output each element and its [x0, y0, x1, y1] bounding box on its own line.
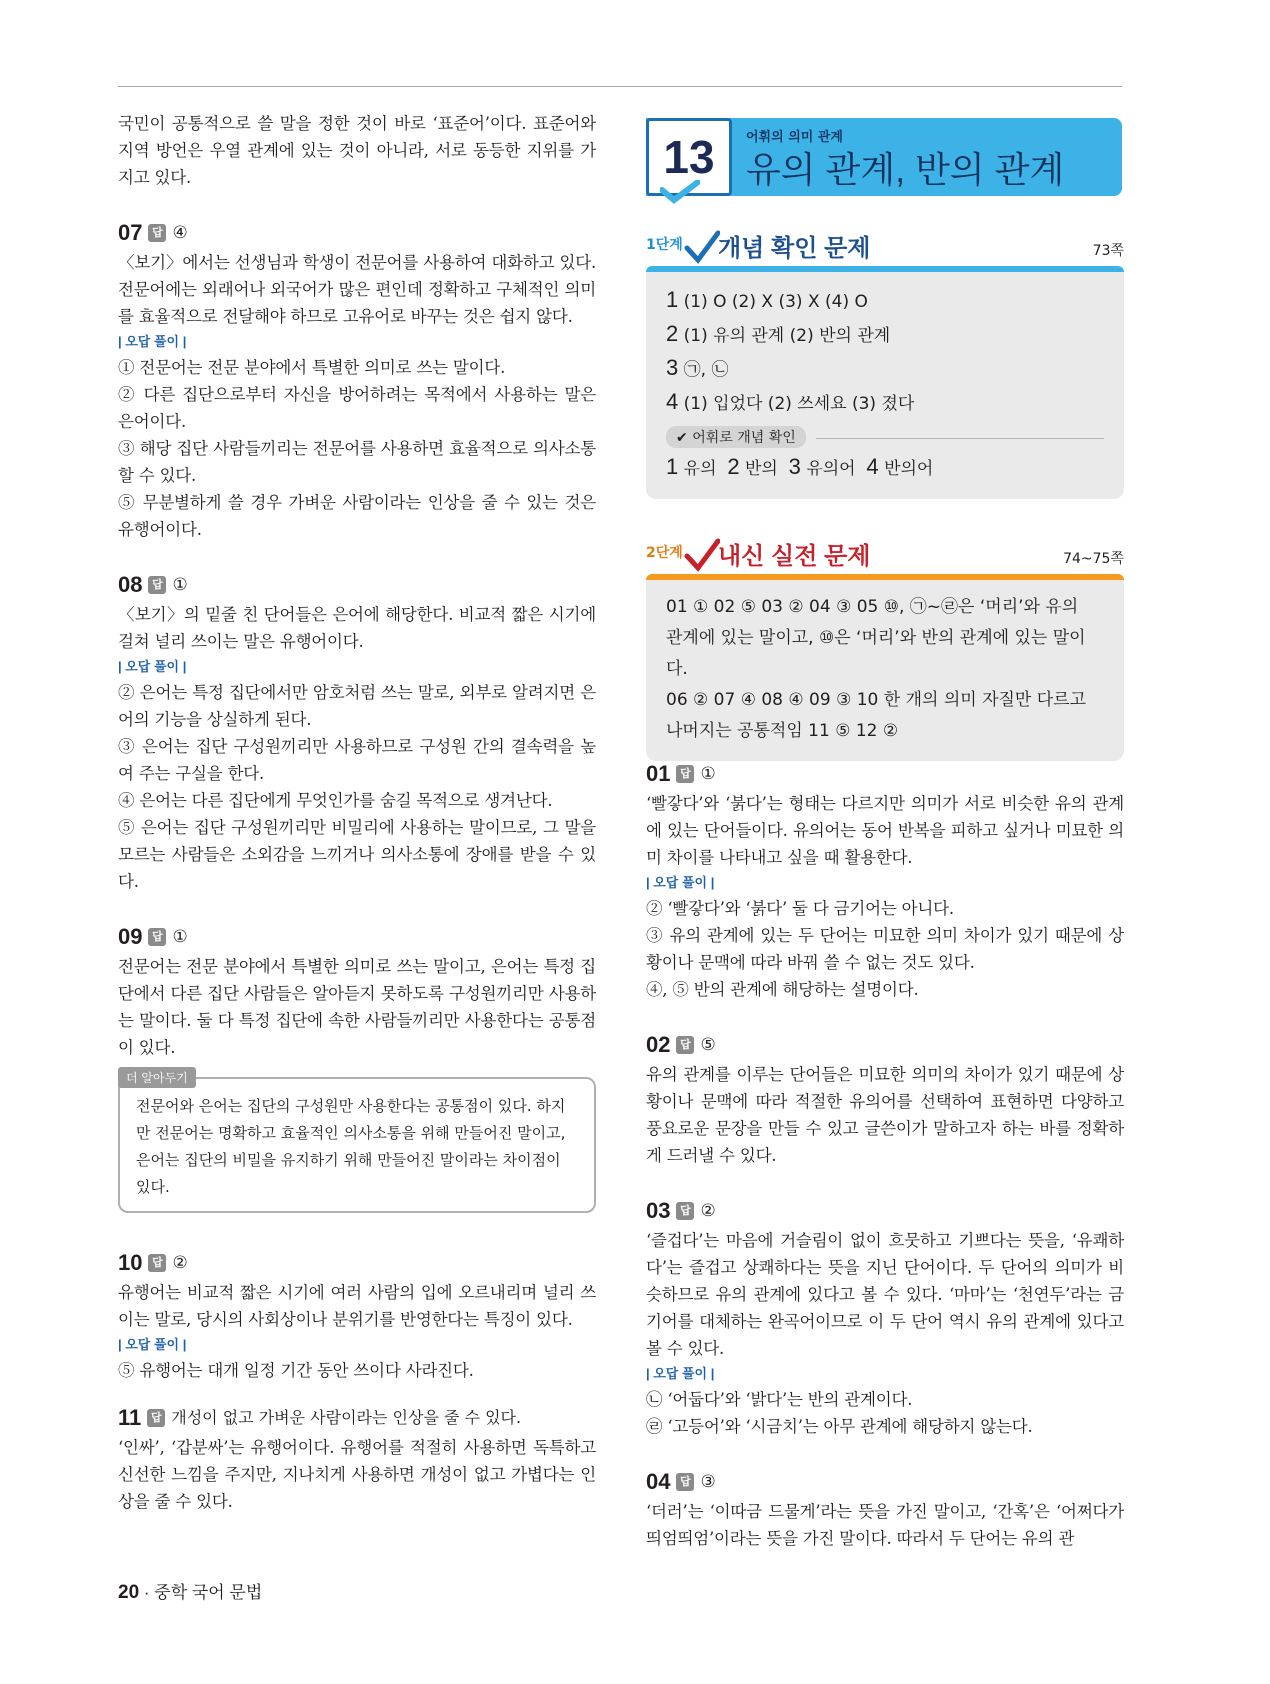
explanation: ‘인싸’, ‘갑분싸’는 유행어이다. 유행어를 적절히 사용하면 독특하고 신선한 느낌을 주지만, 지나치게 사용하면 개성이 없고 가볍다는 인상을 줄 수 있다.: [118, 1438, 596, 1511]
step-label: 1단계: [646, 237, 683, 253]
answer-badge: 답: [676, 765, 694, 783]
explanation: ‘빨갛다’와 ‘붉다’는 형태는 다르지만 의미가 서로 비슷한 유의 관계에 있는 단어들이다. 유의어는 동어 반복을 피하고 싶거나 미묘한 의미 차이를 나타내고 싶을 때 활용한다.: [646, 794, 1124, 867]
check-circle-icon: ✔: [676, 430, 693, 446]
answer-07: [118, 217, 596, 543]
answer-choice: ②: [172, 1253, 188, 1273]
step1-section: [646, 226, 1124, 499]
step-title: 내신 실전 문제: [718, 543, 871, 570]
answer-04: [646, 1466, 1124, 1552]
explanation: 유의 관계를 이루는 단어들은 미묘한 의미의 차이가 있기 때문에 상황이나 문맥에 따라 적절한 유의어를 선택하여 표현하면 다양하고 풍요로운 문장을 만들 수 있고 글쓴이가 말하고자 하는 바를 정확하게 드러낼 수 있다.: [646, 1065, 1124, 1165]
answer-badge: 답: [676, 1473, 694, 1491]
lesson-title: 유의 관계, 반의 관계: [746, 149, 1065, 190]
explanation: 유행어는 비교적 짧은 시기에 여러 사람의 입에 오르내리며 널리 쓰이는 말로, 당시의 사회상이나 분위기를 반영한다는 특징이 있다.: [118, 1283, 596, 1329]
wrong-answer-label: | 오답 풀이 |: [118, 334, 187, 349]
footer-separator: ·: [143, 1583, 150, 1602]
wrong-answer-label: | 오답 풀이 |: [118, 1337, 187, 1352]
more-info-text: 전문어와 은어는 집단의 구성원만 사용한다는 공통점이 있다. 하지만 전문어는 명확하고 효율적인 의사소통을 위해 만들어진 말이고, 은어는 집단의 비밀을 유지하기 위해 만들어진 말이라는 차이점이 있다.: [136, 1097, 566, 1196]
answer-badge: 답: [676, 1036, 694, 1054]
item-answer: ㉠, ㉡: [683, 360, 729, 380]
explanation: 전문어는 전문 분야에서 특별한 의미로 쓰는 말이고, 은어는 특정 집단에서 다른 집단 사람들은 알아듣지 못하도록 구성원끼리만 사용하는 말이다. 둘 다 특정 집단에 속한 사람들끼리만 사용한다는 공통점이 있다.: [118, 957, 596, 1057]
more-info-box: [118, 1071, 596, 1213]
page-reference: 74~75쪽: [1063, 551, 1124, 567]
step-label: 2단계: [646, 545, 683, 561]
explanation-item: ② ‘빨갛다’와 ‘붉다’ 둘 다 금기어는 아니다.: [646, 899, 954, 918]
answer-line: 06 ② 07 ④ 08 ④ 09 ③ 10 한 개의 의미 자질만 다르고: [666, 690, 1087, 710]
explanation: 〈보기〉에서는 선생님과 학생이 전문어를 사용하여 대화하고 있다. 전문어에는 외래어나 외국어가 많은 편인데 정확하고 구체적인 의미를 효율적으로 전달해야 하므로 고유어로 바꾸는 것은 쉽지 않다.: [118, 253, 596, 326]
answer-badge: 답: [676, 1202, 694, 1220]
header-rule: [118, 86, 1122, 87]
item-answer: 반의: [744, 459, 778, 479]
item-answer: (1) 입었다 (2) 쓰세요 (3) 졌다: [683, 394, 915, 414]
question-number: 04: [646, 1469, 671, 1494]
checkmark-icon: [660, 180, 700, 204]
item-number: 2: [727, 454, 740, 479]
answer-09: [118, 921, 596, 1213]
answer-01: [646, 758, 1124, 1003]
answer-03: [646, 1195, 1124, 1440]
item-answer: (1) 유의 관계 (2) 반의 관계: [683, 326, 891, 346]
lesson-banner: [646, 118, 1122, 196]
lesson-subtitle: 어휘의 의미 관계: [746, 130, 843, 145]
question-number: 09: [118, 924, 143, 949]
answer-choice: 개성이 없고 가벼운 사람이라는 인상을 줄 수 있다.: [171, 1408, 522, 1427]
answer-choice: ①: [172, 927, 188, 947]
answer-10: [118, 1247, 596, 1384]
item-answer: 유의: [683, 459, 717, 479]
step1-answers: [646, 272, 1124, 499]
answer-badge: 답: [148, 576, 166, 594]
explanation: ‘즐겁다’는 마음에 거슬림이 없이 흐뭇하고 기쁘다는 뜻을, ‘유쾌하다’는 즐겁고 상쾌하다는 뜻을 지닌 단어이다. 두 단어의 의미가 비슷하므로 유의 관계에 있다고 볼 수 있다. ‘마마’는 ‘천연두’라는 금기어를 대체하는 완곡어이므로 이 두 단어 역시 유의 관계에 있다고 볼 수 있다.: [646, 1231, 1124, 1358]
right-column: [646, 758, 1124, 1552]
item-number: 1: [666, 454, 679, 479]
question-number: 07: [118, 220, 143, 245]
explanation-item: ③ 은어는 집단 구성원끼리만 사용하므로 구성원 간의 결속력을 높여 주는 구실을 한다.: [118, 737, 596, 783]
question-number: 10: [118, 1250, 143, 1275]
explanation-item: ⑤ 은어는 집단 구성원끼리만 비밀리에 사용하는 말이므로, 그 말을 모르는 사람들은 소외감을 느끼거나 의사소통에 장애를 받을 수 있다.: [118, 818, 596, 891]
more-info-tag: 더 알아두기: [118, 1067, 196, 1088]
answer-choice: ①: [700, 764, 716, 784]
item-number: 1: [666, 287, 679, 312]
question-number: 02: [646, 1032, 671, 1057]
explanation-item: ㉡ ‘어둡다’와 ‘밝다’는 반의 관계이다.: [646, 1390, 913, 1409]
lesson-number: 13: [646, 118, 732, 196]
left-column: [118, 110, 596, 1515]
answer-11: [118, 1402, 596, 1515]
explanation-item: ③ 해당 집단 사람들끼리는 전문어를 사용하면 효율적으로 의사소통할 수 있다.: [118, 439, 596, 485]
intro-paragraph: 국민이 공통적으로 쓸 말을 정한 것이 바로 ‘표준어’이다. 표준어와 지역 방언은 우열 관계에 있는 것이 아니라, 서로 동등한 지위를 가지고 있다.: [118, 114, 596, 187]
question-number: 03: [646, 1198, 671, 1223]
vocab-check-tag: [666, 426, 806, 448]
answer-choice: ③: [700, 1472, 716, 1492]
step2-answers: [646, 580, 1124, 761]
vocab-check-label: 어휘로 개념 확인: [692, 430, 796, 446]
answer-choice: ⑤: [700, 1035, 716, 1055]
explanation-item: ㉣ ‘고등어’와 ‘시금치’는 아무 관계에 해당하지 않는다.: [646, 1417, 1033, 1436]
answer-badge: 답: [148, 928, 166, 946]
answer-badge: 답: [148, 224, 166, 242]
question-number: 08: [118, 572, 143, 597]
wrong-answer-label: | 오답 풀이 |: [118, 659, 187, 674]
answer-choice: ④: [172, 223, 188, 243]
explanation-item: ③ 유의 관계에 있는 두 단어는 미묘한 의미 차이가 있기 때문에 상황이나 문맥에 따라 바꿔 쓸 수 없는 것도 있다.: [646, 926, 1124, 972]
answer-line: 나머지는 공통적임 11 ⑤ 12 ②: [666, 721, 899, 741]
question-number: 01: [646, 761, 671, 786]
item-number: 4: [866, 454, 879, 479]
page-footer: [118, 1578, 262, 1604]
answer-line: 01 ① 02 ⑤ 03 ② 04 ③ 05 ⑩, ㉠~㉣은 ‘머리’와 유의: [666, 597, 1079, 617]
explanation: 〈보기〉의 밑줄 친 단어들은 은어에 해당한다. 비교적 짧은 시기에 걸쳐 널리 쓰이는 말은 유행어이다.: [118, 605, 596, 651]
answer-badge: 답: [147, 1409, 165, 1427]
answer-choice: ①: [172, 575, 188, 595]
answer-badge: 답: [148, 1254, 166, 1272]
answer-08: [118, 569, 596, 895]
item-number: 4: [666, 389, 679, 414]
book-title: 중학 국어 문법: [154, 1583, 263, 1602]
answer-choice: ②: [700, 1201, 716, 1221]
item-number: 2: [666, 321, 679, 346]
explanation-item: ④ 은어는 다른 집단에게 무엇인가를 숨길 목적으로 생겨난다.: [118, 791, 553, 810]
page-number: 20: [118, 1582, 140, 1603]
wrong-answer-label: | 오답 풀이 |: [646, 1366, 715, 1381]
explanation-item: ② 은어는 특정 집단에서만 암호처럼 쓰는 말로, 외부로 알려지면 은어의 기능을 상실하게 된다.: [118, 683, 596, 729]
item-answer: 유의어: [806, 459, 856, 479]
explanation-item: ① 전문어는 전문 분야에서 특별한 의미로 쓰는 말이다.: [118, 358, 506, 377]
answer-line: 관계에 있는 말이고, ⑩은 ‘머리’와 반의 관계에 있는 말이다.: [666, 628, 1086, 679]
explanation: ‘더러’는 ‘이따금 드물게’라는 뜻을 가진 말이고, ‘간혹’은 ‘어쩌다가 띄엄띄엄’이라는 뜻을 가진 말이다. 따라서 두 단어는 유의 관: [646, 1502, 1124, 1548]
checkmark-icon: [684, 230, 720, 264]
item-number: 3: [788, 454, 801, 479]
item-number: 3: [666, 355, 679, 380]
answer-02: [646, 1029, 1124, 1169]
item-answer: (1) O (2) X (3) X (4) O: [683, 292, 868, 312]
page-reference: 73쪽: [1092, 243, 1124, 259]
step-title: 개념 확인 문제: [718, 235, 871, 262]
explanation-item: ⑤ 유행어는 대개 일정 기간 동안 쓰이다 사라진다.: [118, 1361, 474, 1380]
explanation-item: ⑤ 무분별하게 쓸 경우 가벼운 사람이라는 인상을 줄 수 있는 것은 유행어이다.: [118, 493, 596, 539]
explanation-item: ② 다른 집단으로부터 자신을 방어하려는 목적에서 사용하는 말은 은어이다.: [118, 385, 596, 431]
explanation-item: ④, ⑤ 반의 관계에 해당하는 설명이다.: [646, 980, 919, 999]
question-number: 11: [118, 1405, 142, 1430]
step2-section: [646, 534, 1124, 761]
checkmark-icon: [684, 538, 720, 572]
item-answer: 반의어: [884, 459, 934, 479]
wrong-answer-label: | 오답 풀이 |: [646, 875, 715, 890]
